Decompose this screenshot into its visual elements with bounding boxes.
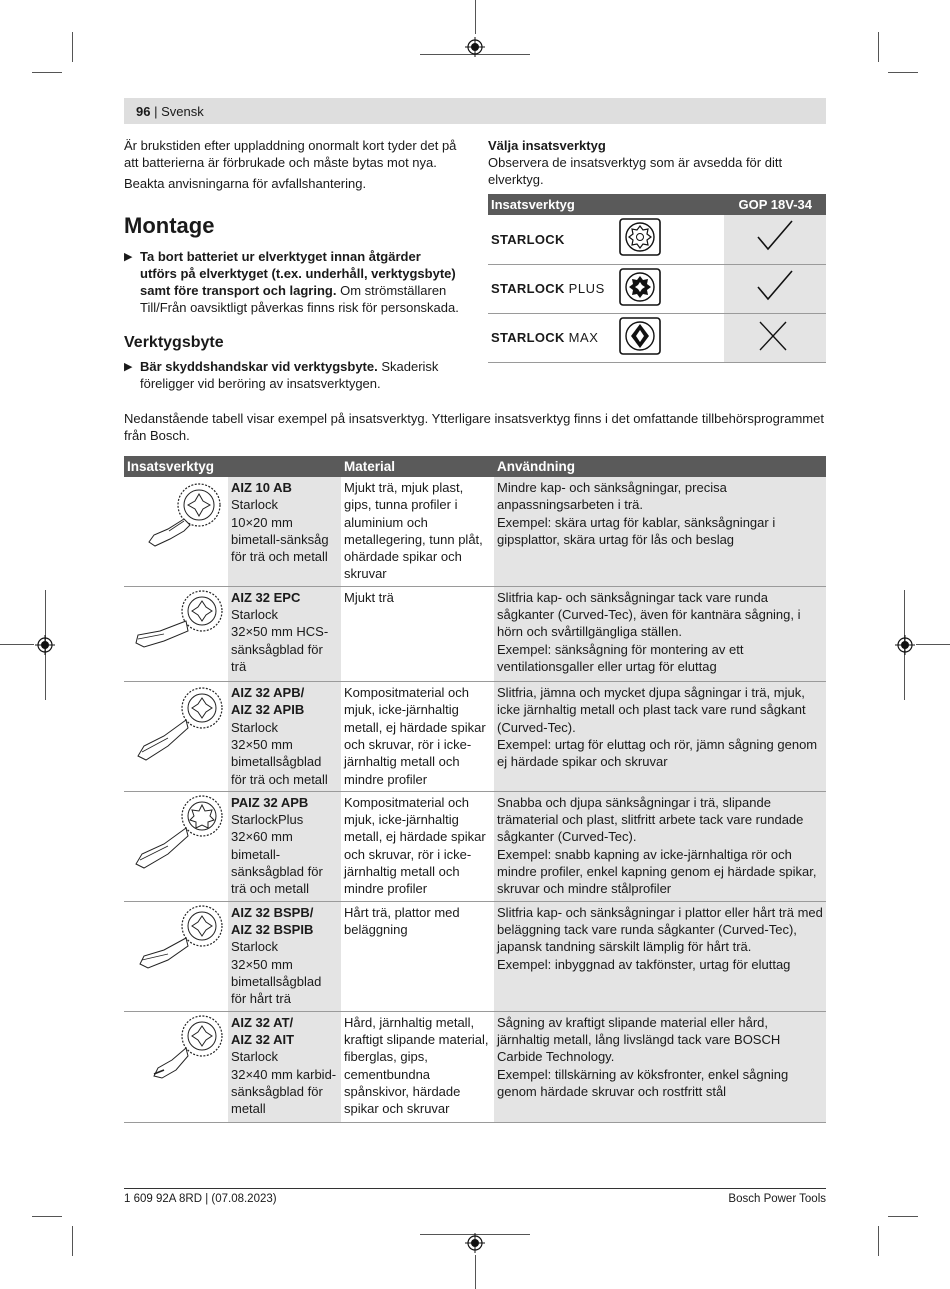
material-cell: Hård, järnhaltig metall, kraftigt slipande material, fiberglas, gips, cementbundna spånskivor, härdade spikar och skruvar	[341, 1011, 494, 1122]
blade-image	[124, 791, 228, 901]
material-cell: Hårt trä, plattor med beläggning	[341, 901, 494, 1011]
compat-header-tool: Insatsverktyg	[488, 194, 724, 215]
table-row	[124, 791, 826, 901]
starlock-plus-logo: STARLOCK PLUS	[488, 264, 618, 313]
page-header-text: 96 | Svensk	[136, 104, 204, 119]
compat-row	[488, 313, 826, 362]
use-cell: Slitfria kap- och sänksågningar i plattor eller hårt trä med beläggning tack vare runda sågkanter (Curved-Tec), japansk tandning särskilt lämplig för hårt trä. Exempel: inbyggnad av takfönster, urtag för eluttag	[494, 901, 826, 1011]
check-icon	[724, 215, 826, 264]
crop-mark	[878, 1226, 879, 1256]
blade-image	[124, 1011, 228, 1122]
material-cell: Kompositmaterial och mjuk, icke-järnhaltig metall, ej härdade spikar och skruvar, rör i icke-järnhaltig metall och mindre profiler	[341, 682, 494, 792]
right-column	[488, 137, 826, 363]
table-row	[124, 477, 826, 586]
blade-image	[124, 586, 228, 681]
section-name: Svensk	[161, 104, 204, 119]
crop-mark	[878, 32, 879, 62]
select-tool-text: Observera de insatsverktyg som är avsedda för ditt elverktyg.	[488, 155, 783, 187]
crop-mark	[32, 72, 62, 73]
battery-paragraph: Är brukstiden efter uppladdning onormalt kort tyder det på att batterierna är förbrukade och måste bytas mot nya.	[124, 138, 457, 170]
crop-mark	[0, 644, 34, 645]
header-tool: Insatsverktyg	[124, 456, 341, 477]
left-column	[124, 137, 460, 392]
blade-image	[124, 901, 228, 1011]
use-cell: Slitfria, jämna och mycket djupa sågningar i trä, mjuk, icke järnhaltig metall och plast tack vare rund sågkant (Curved-Tec). Exempel: urtag för eluttag och rör, jämn sågning genom ej härdade spikar och skruvar	[494, 682, 826, 792]
crop-mark	[888, 72, 918, 73]
registration-mark-icon	[35, 635, 55, 655]
crop-mark	[475, 0, 476, 34]
starlock-max-icon	[618, 313, 724, 362]
starlock-icon	[618, 215, 724, 264]
header-material: Material	[341, 456, 494, 477]
registration-mark-icon	[895, 635, 915, 655]
page-header	[124, 98, 826, 124]
starlock-max-logo: STARLOCK MAX	[488, 313, 618, 362]
compat-row	[488, 215, 826, 264]
table-row	[124, 682, 826, 792]
page-number: 96	[136, 104, 151, 119]
bullet-text: Om strömställaren Till/Från oavsiktligt påverkas finns risk för personskada.	[140, 283, 459, 315]
material-cell: Mjukt trä, mjuk plast, gips, tunna profiler i aluminium och metallegering, tunn plåt, ohärdade spikar och skruvar	[341, 477, 494, 586]
compat-row	[488, 264, 826, 313]
tools-table	[124, 456, 826, 1123]
tool-name-cell: AIZ 32 EPC Starlock 32×50 mm HCS-sänksågblad för trä	[228, 586, 341, 681]
cross-icon	[724, 313, 826, 362]
disposal-paragraph: Beakta anvisningarna för avfallshantering.	[124, 176, 367, 191]
bullet-triangle-icon: ▶	[124, 251, 133, 263]
crop-mark	[888, 1216, 918, 1217]
bullet-triangle-icon: ▶	[124, 361, 133, 373]
warning-bullet-battery	[124, 248, 460, 316]
intro-paragraph: Nedanstående tabell visar exempel på insatsverktyg. Ytterligare insatsverktyg finns i det omfattande tillbehörsprogrammet från Bosch.	[124, 411, 824, 443]
compat-header-model: GOP 18V-34	[724, 194, 826, 215]
use-cell: Mindre kap- och sänksågningar, precisa anpassningsarbeten i trä. Exempel: skära urtag för kablar, sänksågningar i gipsplattor, skära urtag för lås och beslag	[494, 477, 826, 586]
registration-mark-icon	[465, 37, 485, 57]
registration-mark-icon	[465, 1233, 485, 1253]
check-icon	[724, 264, 826, 313]
crop-mark	[475, 1255, 476, 1289]
compatibility-table	[488, 194, 826, 363]
table-row	[124, 901, 826, 1011]
starlock-plus-icon	[618, 264, 724, 313]
starlock-logo: STARLOCK	[488, 215, 618, 264]
bullet-text: Skaderisk föreligger vid beröring av insatsverktygen.	[140, 359, 439, 391]
crop-mark	[916, 644, 950, 645]
verktygsbyte-heading: Verktygsbyte	[124, 334, 224, 351]
crop-mark	[72, 32, 73, 62]
tool-name-cell: AIZ 10 AB Starlock 10×20 mm bimetall-sänksåg för trä och metall	[228, 477, 341, 586]
warning-bullet-gloves	[124, 358, 460, 392]
montage-heading: Montage	[124, 213, 215, 238]
tool-name-cell: AIZ 32 BSPB/ AIZ 32 BSPIB Starlock 32×50 mm bimetallsågblad för hårt trä	[228, 901, 341, 1011]
select-tool-heading: Välja insatsverktyg	[488, 138, 606, 153]
table-row	[124, 1011, 826, 1122]
table-row	[124, 586, 826, 681]
bullet-bold-text: Bär skyddshandskar vid verktygsbyte.	[140, 359, 378, 374]
footer-doc-number: 1 609 92A 8RD | (07.08.2023)	[124, 1193, 277, 1205]
blade-image	[124, 477, 228, 586]
use-cell: Slitfria kap- och sänksågningar tack vare runda sågkanter (Curved-Tec), även för kantnära sågning, i hörn och svårtillgängliga ställen. Exempel: sänksågning för montering av ett ventilationsgaller eller urtag för eluttag	[494, 586, 826, 681]
blade-image	[124, 682, 228, 792]
crop-mark	[72, 1226, 73, 1256]
bullet-bold-text: Ta bort batteriet ur elverktyget innan åtgärder utförs på elverktyget (t.ex. underhåll, verktygsbyte) samt före transport och lagring.	[140, 249, 456, 298]
use-cell: Snabba och djupa sänksågningar i trä, slipande trämaterial och plast, slitfritt arbete tack vare rundade sågkanter (Curved-Tec). Exempel: snabb kapning av icke-järnhaltiga rör och mindre profiler, enkel kapning genom ej härdade spikar, skruvar och mindre stålprofiler	[494, 791, 826, 901]
footer-divider	[124, 1188, 826, 1189]
tool-name-cell: AIZ 32 AT/ AIZ 32 AIT Starlock 32×40 mm karbid-sänksågblad för metall	[228, 1011, 341, 1122]
material-cell: Kompositmaterial och mjuk, icke-järnhaltig metall, ej härdade spikar och skruvar, rör i icke-järnhaltig metall och mindre profiler	[341, 791, 494, 901]
use-cell: Sågning av kraftigt slipande material eller hård, järnhaltig metall, lång livslängd tack vare BOSCH Carbide Technology. Exempel: tillskärning av köksfronter, enkel sågning genom härdade skruvar och rostfritt stål	[494, 1011, 826, 1122]
tool-name-cell: AIZ 32 APB/ AIZ 32 APIB Starlock 32×50 mm bimetallsågblad för trä och metall	[228, 682, 341, 792]
crop-mark	[32, 1216, 62, 1217]
footer-brand: Bosch Power Tools	[728, 1193, 826, 1205]
material-cell: Mjukt trä	[341, 586, 494, 681]
tool-name-cell: PAIZ 32 APB StarlockPlus 32×60 mm bimetall-sänksågblad för trä och metall	[228, 791, 341, 901]
header-use: Användning	[494, 456, 826, 477]
